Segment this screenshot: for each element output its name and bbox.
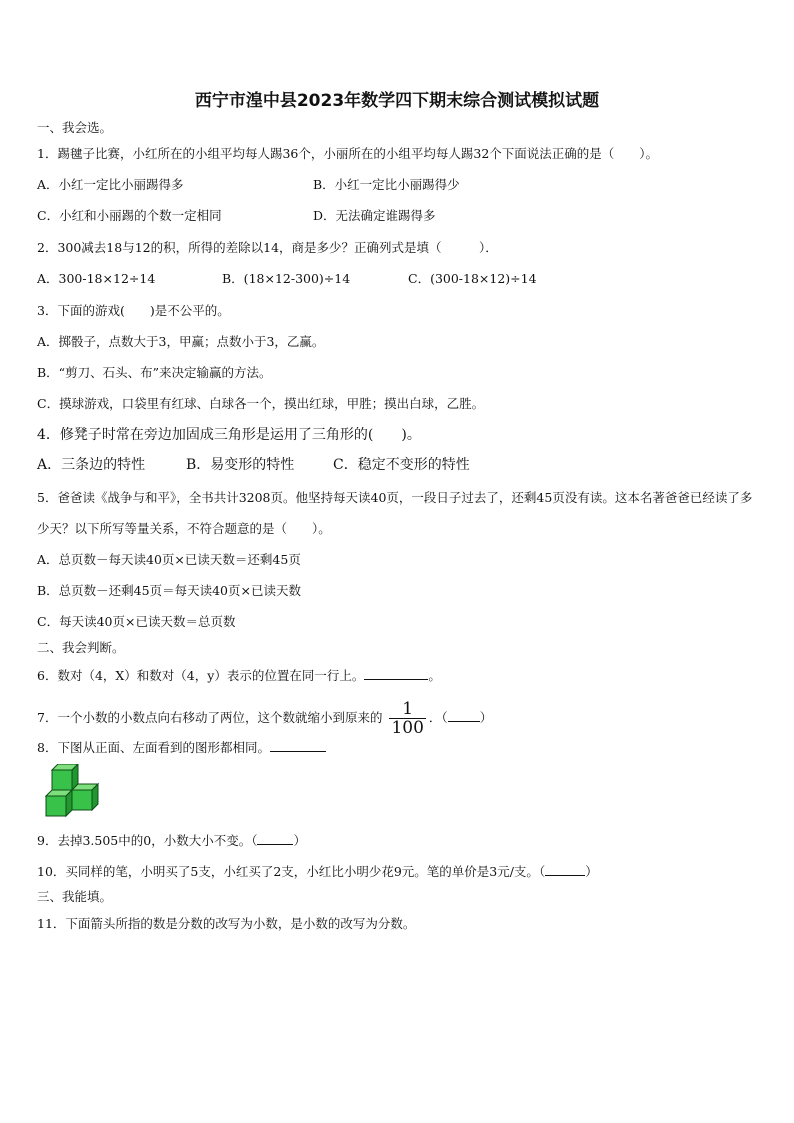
question-3-stem: 3．下面的游戏( )是不公平的。 — [37, 303, 230, 318]
question-1-stem: 1．踢毽子比赛，小红所在的小组平均每人踢36个，小丽所在的小组平均每人踢32个下面说法正确的是（ ）。 — [37, 146, 659, 161]
fraction-denominator: 100 — [391, 718, 424, 738]
question-2-stem: 2．300减去18与12的积，所得的差除以14，商是多少？正确列式是填（ ）． — [37, 240, 498, 255]
question-5-stem: 5．爸爸读《战争与和平》，全书共计3208页。他坚持每天读40页，一段日子过去了，还剩45页没有读。这本名著爸爸已经读了多少天？以下所写等量关系，不符合题意的是（ ）。 — [37, 490, 753, 536]
answer-blank[interactable] — [364, 667, 428, 680]
fraction-one-hundredth — [389, 700, 425, 737]
question-2-option-b: B．(18×12-300)÷14 — [222, 271, 351, 286]
question-9-stem: 9．去掉3.505中的0，小数大小不变。 — [37, 833, 252, 848]
question-6-stem: 6．数对（4，X）和数对（4，y）表示的位置在同一行上。 — [37, 668, 365, 683]
question-1-option-a: A．小红一定比小丽踢得多 — [37, 177, 184, 192]
answer-blank[interactable] — [257, 832, 293, 845]
question-7-tail: ． — [428, 710, 442, 725]
question-11-stem: 11．下面箭头所指的数是分数的改写为小数，是小数的改写为分数。 — [37, 916, 416, 931]
question-8-stem: 8．下图从正面、左面看到的图形都相同。 — [37, 740, 270, 755]
question-5-option-a: A．总页数－每天读40页×已读天数＝还剩45页 — [37, 552, 301, 567]
question-5-option-c: C．每天读40页×已读天数＝总页数 — [37, 614, 236, 629]
answer-blank[interactable] — [448, 709, 480, 722]
question-8 — [37, 739, 326, 756]
question-4-stem: 4．修凳子时常在旁边加固成三角形是运用了三角形的( )。 — [37, 427, 421, 443]
question-1-option-b: B．小红一定比小丽踢得少 — [313, 177, 460, 192]
question-1-option-c: C．小红和小丽踢的个数一定相同 — [37, 208, 222, 223]
paren-open: （ — [251, 833, 258, 848]
question-1-option-d: D．无法确定谁踢得多 — [313, 208, 436, 223]
question-4-option-a: A．三条边的特性 — [37, 457, 146, 473]
section-heading-judge: 二、我会判断。 — [37, 640, 125, 655]
question-9 — [37, 832, 306, 849]
cube-stack-figure — [40, 764, 106, 820]
cube-bottom-right — [72, 784, 98, 810]
section-heading-fill: 三、我能填。 — [37, 889, 113, 904]
question-4-option-b: B．易变形的特性 — [186, 457, 295, 473]
paren-close: ） — [479, 710, 493, 725]
question-6-end: 。 — [428, 668, 441, 683]
question-2-option-a: A．300-18×12÷14 — [37, 271, 156, 286]
answer-blank[interactable] — [270, 739, 326, 752]
question-7 — [37, 700, 492, 737]
paren-open: （ — [538, 864, 546, 879]
paren-open: （ — [441, 710, 448, 725]
paren-close: ） — [293, 833, 306, 848]
question-3-option-a: A．掷骰子，点数大于3，甲赢；点数小于3，乙赢。 — [37, 334, 325, 349]
question-3-option-b: B．“剪刀、石头、布”来决定输赢的方法。 — [37, 365, 272, 380]
question-3-option-c: C．摸球游戏，口袋里有红球、白球各一个，摸出红球，甲胜；摸出白球，乙胜。 — [37, 396, 485, 411]
question-2-option-c: C．(300-18×12)÷14 — [408, 271, 537, 286]
section-heading-choice: 一、我会选。 — [37, 120, 113, 135]
question-6 — [37, 667, 441, 684]
question-5-option-b: B．总页数－还剩45页＝每天读40页×已读天数 — [37, 583, 301, 598]
cube-bottom-front — [46, 790, 72, 816]
cube-top — [52, 764, 78, 790]
page-title: 西宁市湟中县2023年数学四下期末综合测试模拟试题 — [194, 91, 600, 111]
fraction-numerator: 1 — [402, 699, 414, 719]
paren-close: ） — [585, 864, 598, 879]
question-10 — [37, 863, 598, 880]
question-10-stem: 10．买同样的笔，小明买了5支，小红买了2支，小红比小明少花9元。笔的单价是3元/支。 — [37, 864, 539, 879]
question-7-stem: 7．一个小数的小数点向右移动了两位，这个数就缩小到原来的 — [37, 710, 383, 725]
question-4-option-c: C．稳定不变形的特性 — [333, 457, 470, 473]
answer-blank[interactable] — [545, 863, 585, 876]
